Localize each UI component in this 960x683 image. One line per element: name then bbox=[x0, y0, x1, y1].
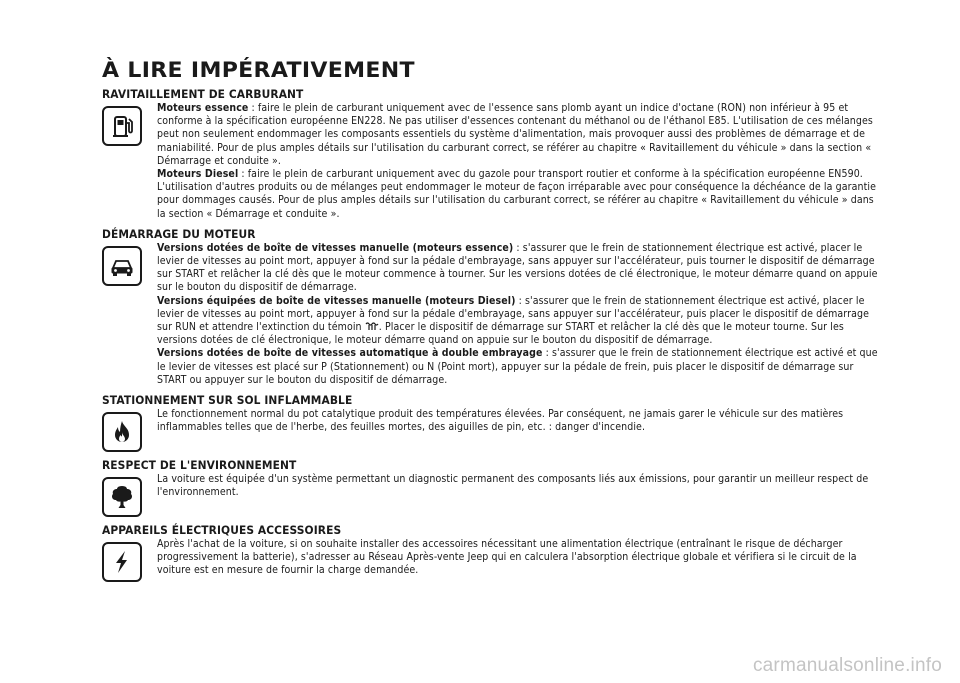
section-heading: RESPECT DE L'ENVIRONNEMENT bbox=[102, 458, 297, 473]
section-electrical-accessories bbox=[102, 523, 882, 582]
section-environment bbox=[102, 458, 882, 517]
tree-icon bbox=[102, 477, 142, 517]
paragraph-lead: Versions équipées de boîte de vitesses manuelle (moteurs Diesel) bbox=[157, 294, 516, 307]
section-heading: STATIONNEMENT SUR SOL INFLAMMABLE bbox=[102, 393, 353, 408]
paragraph-lead: Moteurs Diesel bbox=[157, 168, 239, 181]
paragraph-text: : s'assurer que le frein de stationnement électrique est activé, placer le levier de vitesses au point mort, appuyer à fond sur la pédale d'embrayage, sans appuyer sur l'accélérateur, puis placer le dispositif de démarrage sur RUN et attendre l'extinction du témoin bbox=[157, 294, 869, 334]
section-flammable-ground bbox=[102, 393, 882, 452]
fuel-pump-icon bbox=[102, 106, 142, 146]
paragraph-lead: Moteurs essence bbox=[157, 102, 249, 114]
paragraph-lead: Versions dotées de boîte de vitesses automatique à double embrayage bbox=[157, 347, 543, 360]
paragraph bbox=[157, 295, 882, 348]
paragraph-text: . Placer le dispositif de démarrage sur START et relâcher la clé dès que le moteur tourne. Sur les versions dotées de clé électronique, le moteur démarre quand on appuie sur le bouton du dispositif de démarrage. bbox=[157, 321, 844, 347]
glow-plug-warning-icon bbox=[365, 321, 379, 331]
paragraph-lead: Versions dotées de boîte de vitesses manuelle (moteurs essence) bbox=[157, 241, 514, 254]
watermark: carmanualsonline.info bbox=[752, 655, 942, 676]
paragraph-text: : s'assurer que le frein de stationnement électrique est activé et que le levier de vitesses est placé sur P (Stationnement) ou N (Point mort), appuyer sur la pédale de frein, puis placer le dispositif de démarrage sur START ou appuyer sur le bouton du dispositif de démarrage. bbox=[157, 347, 878, 386]
flame-icon bbox=[102, 412, 142, 452]
page-title: À LIRE IMPÉRATIVEMENT bbox=[102, 58, 415, 82]
paragraph bbox=[157, 102, 882, 168]
section-heading: RAVITAILLEMENT DE CARBURANT bbox=[102, 87, 304, 101]
paragraph: Le fonctionnement normal du pot catalytique produit des températures élevées. Par conséquent, ne jamais garer le véhicule sur des matières inflammables telles que de l'herbe, des feuilles mortes, des aiguilles de pin, etc. : danger d'incendie. bbox=[157, 408, 844, 434]
section-engine-start bbox=[102, 227, 882, 387]
paragraph bbox=[157, 242, 882, 295]
section-fuel bbox=[102, 87, 882, 221]
paragraph-text: : s'assurer que le frein de stationnement électrique est activé, placer le levier de vitesses au point mort, appuyer à fond sur la pédale d'embrayage, sans appuyer sur l'accélérateur, puis tourner le dispositif de démarrage sur START et relâcher la clé dès que le moteur commence à tourner. Sur les versions dotées de clé électronique, le moteur démarre quand on appuie sur le bouton du dispositif de démarrage. bbox=[157, 241, 878, 294]
lightning-icon bbox=[102, 542, 142, 582]
paragraph bbox=[157, 347, 882, 387]
section-heading: DÉMARRAGE DU MOTEUR bbox=[102, 226, 256, 241]
paragraph: Après l'achat de la voiture, si on souhaite installer des accessoires nécessitant une alimentation électrique (entraînant le risque de décharger progressivement la batterie), s'adresser au Réseau Après-vente Jeep qui en calculera l'absorption électrique globale et vérifiera si le circuit de la voiture est en mesure de fournir la charge demandée. bbox=[157, 538, 857, 577]
paragraph-text: : faire le plein de carburant uniquement avec du gazole pour transport routier et conforme à la spécification européenne EN590. L'utilisation d'autres produits ou de mélanges peut endommager le moteur de façon irréparable avec pour conséquence la déchéance de la garantie pour dommages causés. Pour de plus amples détails sur l'utilisation du carburant correct, se référer au chapitre « Ravitaillement du véhicule » dans la section « Démarrage et conduite ». bbox=[157, 168, 877, 220]
section-heading: APPAREILS ÉLECTRIQUES ACCESSOIRES bbox=[102, 523, 342, 538]
paragraph: La voiture est équipée d'un système permettant un diagnostic permanent des composants liés aux émissions, pour garantir un meilleur respect de l'environnement. bbox=[157, 473, 869, 499]
paragraph-text: : faire le plein de carburant uniquement avec de l'essence sans plomb ayant un indice d'octane (RON) non inférieur à 95 et conforme à la spécification européenne EN228. Ne pas utiliser d'essences contenant du méthanol ou de l'éthanol E85. L'utilisation de ces mélanges peut non seulement endommager les composants essentiels du système d'alimentation, mais provoquer aussi des problèmes de démarrage et de maniabilité. Pour de plus amples détails sur l'utilisation du carburant correct, se référer au chapitre « Ravitaillement du véhicule » dans la section « Démarrage et conduite ». bbox=[157, 102, 873, 167]
manual-page bbox=[102, 58, 882, 582]
car-icon bbox=[102, 246, 142, 286]
paragraph bbox=[157, 168, 882, 221]
